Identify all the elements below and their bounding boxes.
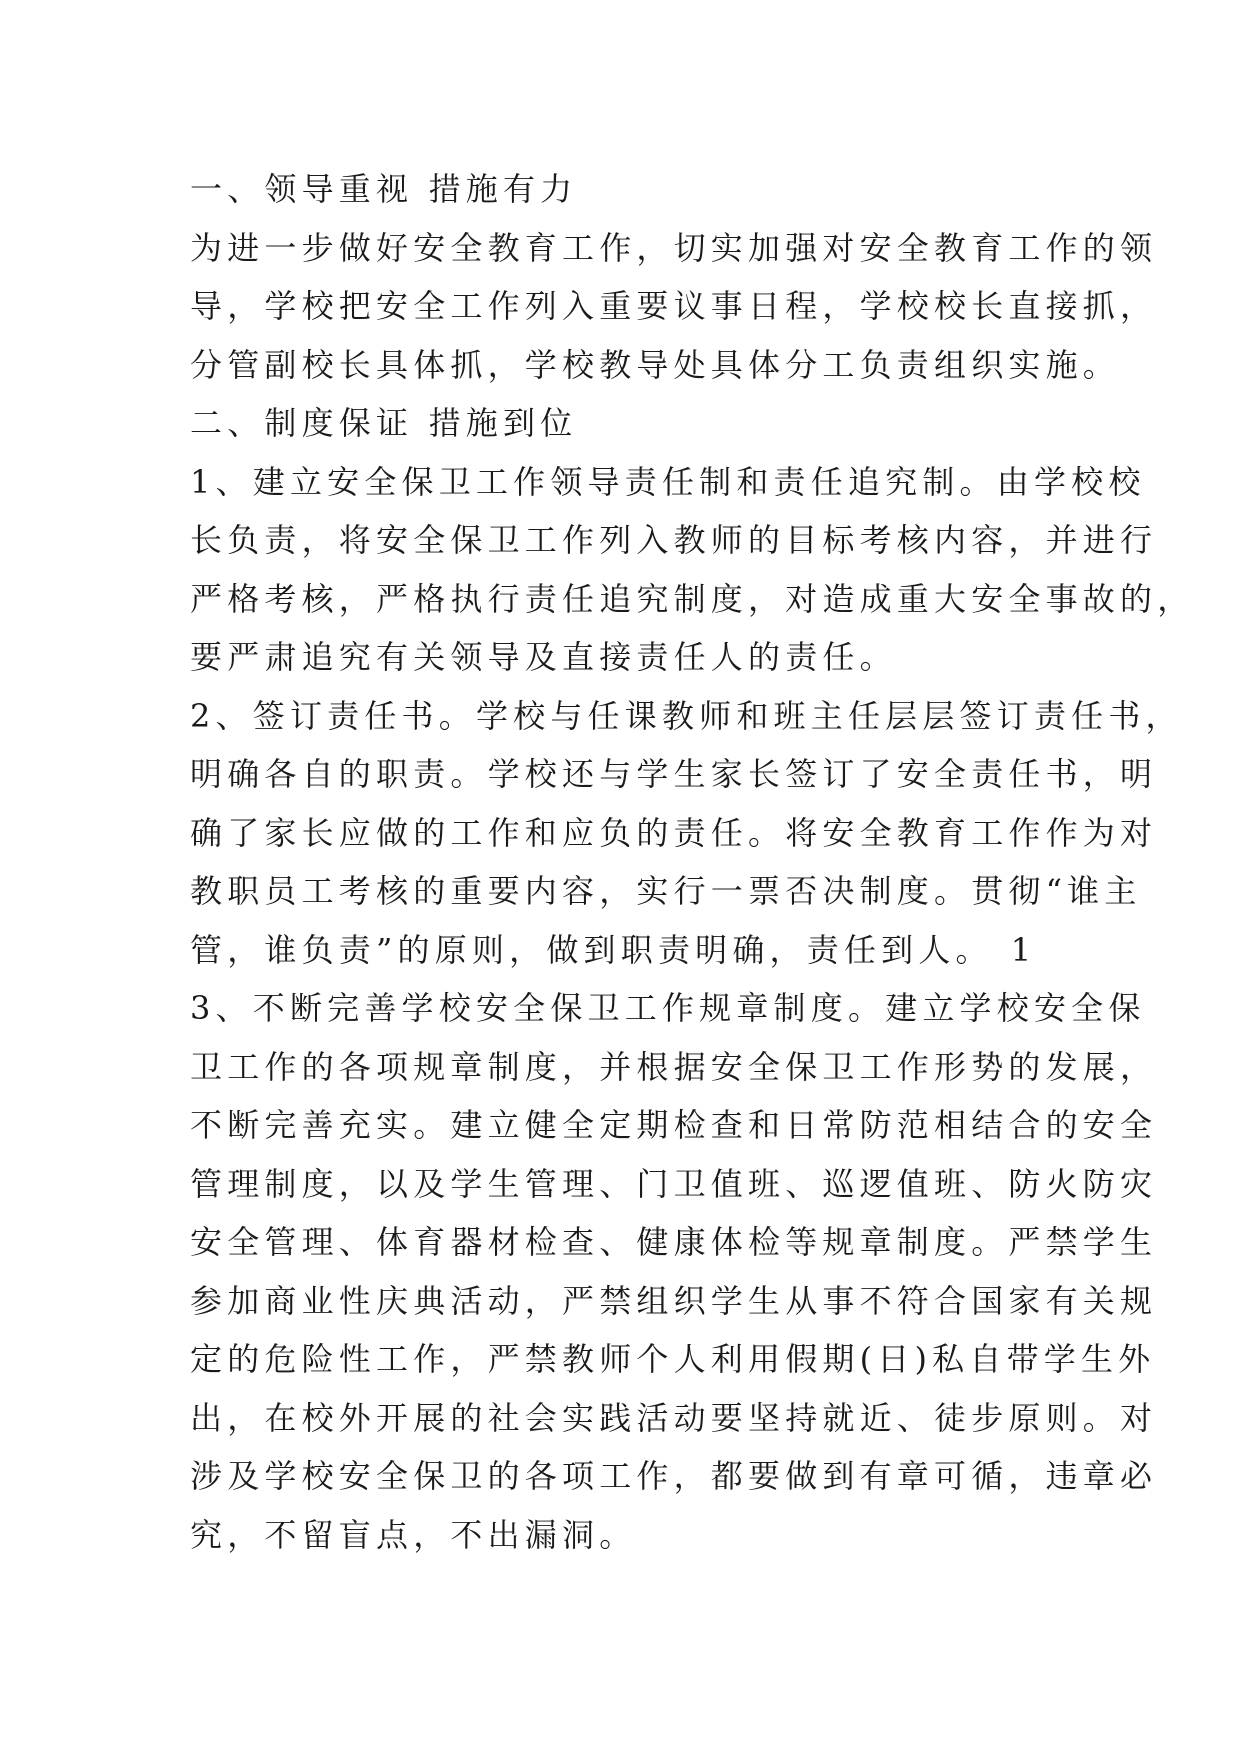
paragraph-line: 卫工作的各项规章制度，并根据安全保卫工作形势的发展，: [190, 1047, 1158, 1086]
paragraph-line: 分管副校长具体抓，学校教导处具体分工负责组织实施。: [190, 345, 1121, 384]
paragraph-line: 安全管理、体育器材检查、健康体检等规章制度。严禁学生: [190, 1223, 1158, 1261]
section-heading-1: 一、领导重视 措施有力: [190, 170, 578, 208]
paragraph-line: 究，不留盲点，不出漏洞。: [190, 1515, 637, 1554]
paragraph-line: 1、建立安全保卫工作领导责任制和责任追究制。由学校校: [190, 462, 1146, 501]
paragraph-line: 要严肃追究有关领导及直接责任人的责任。: [190, 638, 897, 676]
paragraph-line: 明确各自的职责。学校还与学生家长签订了安全责任书，明: [190, 755, 1158, 793]
paragraph-line: 长负责，将安全保卫工作列入教师的目标考核内容，并进行: [190, 521, 1158, 559]
document-body: [190, 160, 1195, 1564]
paragraph-line: 管理制度，以及学生管理、门卫值班、巡逻值班、防火防灾: [190, 1164, 1158, 1203]
paragraph-line: 涉及学校安全保卫的各项工作，都要做到有章可循，违章必: [190, 1457, 1158, 1495]
paragraph-line: 定的危险性工作，严禁教师个人利用假期(日)私自带学生外: [190, 1340, 1156, 1378]
page-number: 1: [1010, 930, 1032, 969]
section-heading-2: 二、制度保证 措施到位: [190, 404, 578, 442]
paragraph-line: 导，学校把安全工作列入重要议事日程，学校校长直接抓，: [190, 287, 1158, 325]
paragraph-line: 为进一步做好安全教育工作，切实加强对安全教育工作的领: [190, 228, 1158, 267]
paragraph-line: 3、不断完善学校安全保卫工作规章制度。建立学校安全保: [190, 989, 1146, 1027]
paragraph-line: 不断完善充实。建立健全定期检查和日常防范相结合的安全: [190, 1106, 1158, 1144]
paragraph-line: 出，在校外开展的社会实践活动要坚持就近、徒步原则。对: [190, 1398, 1158, 1437]
paragraph-line-with-page-number: [190, 921, 1070, 980]
paragraph-line: 2、签订责任书。学校与任课教师和班主任层层签订责任书，: [190, 696, 1183, 735]
paragraph-line-text: 管，谁负责”的原则，做到职责明确，责任到人。: [190, 930, 993, 969]
paragraph-line: 参加商业性庆典活动，严禁组织学生从事不符合国家有关规: [190, 1281, 1158, 1320]
paragraph-line: 教职员工考核的重要内容，实行一票否决制度。贯彻“谁主: [190, 872, 1142, 910]
paragraph-line: 严格考核，严格执行责任追究制度，对造成重大安全事故的，: [190, 579, 1195, 618]
paragraph-line: 确了家长应做的工作和应负的责任。将安全教育工作作为对: [190, 813, 1158, 852]
